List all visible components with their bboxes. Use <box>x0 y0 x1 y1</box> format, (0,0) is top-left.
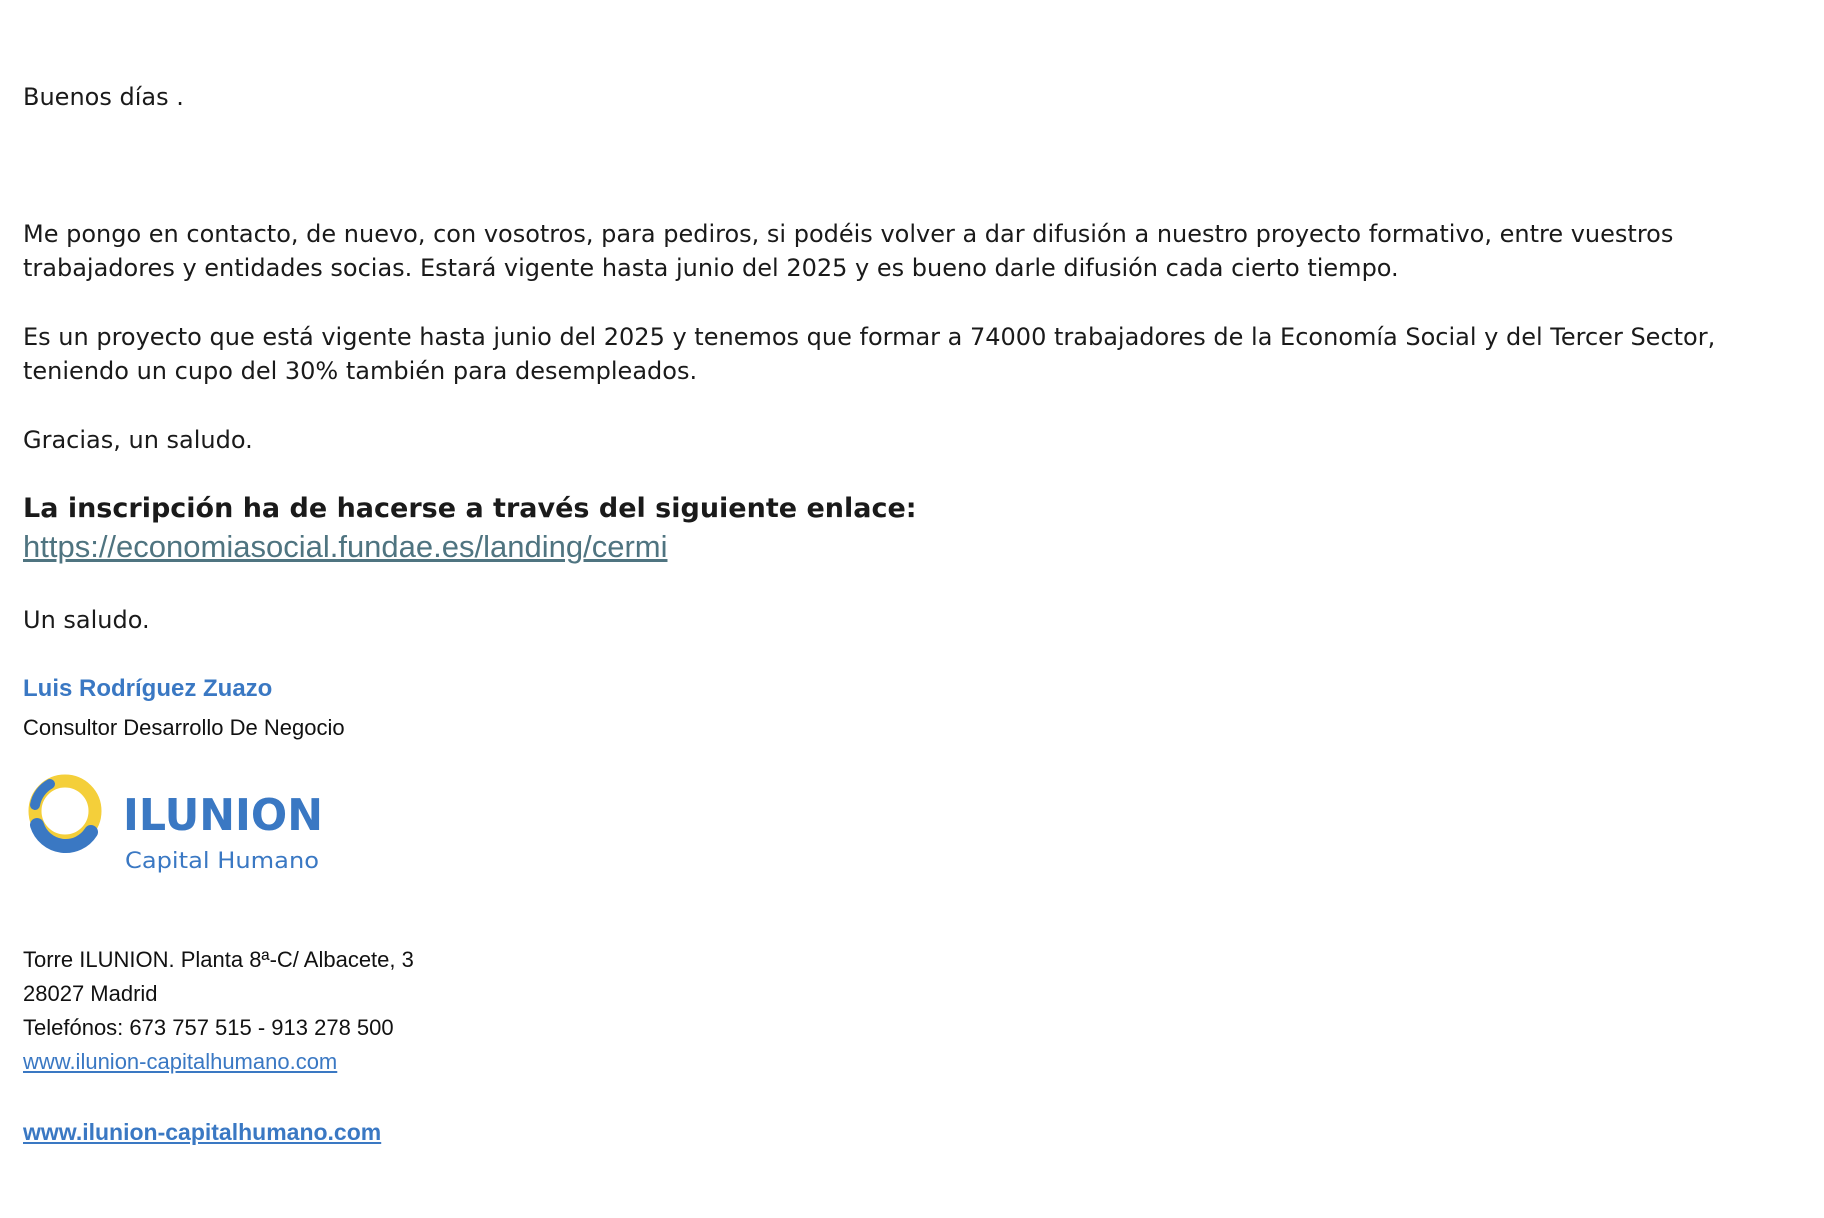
logo-brand-text: ILUNION <box>123 790 323 841</box>
paragraph-contact-line-1: Me pongo en contacto, de nuevo, con vosotros, para pediros, si podéis volver a dar difusión a nuestro proyecto formativo, entre vuestros <box>23 220 1674 248</box>
website-link-bold[interactable]: www.ilunion-capitalhumano.com <box>23 1119 382 1145</box>
closing-regards: Un saludo. <box>23 606 150 634</box>
ilunion-ring-icon <box>35 781 95 846</box>
signature-name: Luis Rodríguez Zuazo <box>23 675 273 702</box>
website-link[interactable]: www.ilunion-capitalhumano.com <box>23 1049 338 1074</box>
address-line-2: 28027 Madrid <box>23 981 158 1006</box>
paragraph-contact-line-2: trabajadores y entidades socias. Estará vigente hasta junio del 2025 y es bueno darle difusión cada cierto tiempo. <box>23 254 1399 282</box>
enrollment-link[interactable]: https://economiasocial.fundae.es/landing/cermi <box>23 529 668 564</box>
paragraph-project-line-2: teniendo un cupo del 30% también para desempleados. <box>23 357 698 385</box>
thanks-line: Gracias, un saludo. <box>23 426 253 454</box>
paragraph-project <box>23 320 1715 388</box>
paragraph-project-line-1: Es un proyecto que está vigente hasta junio del 2025 y tenemos que formar a 74000 trabajadores de la Economía Social y del Tercer Sector, <box>23 323 1716 351</box>
paragraph-contact <box>23 217 1673 285</box>
logo-subbrand-text: Capital Humano <box>125 849 319 874</box>
address-line-1: Torre ILUNION. Planta 8ª-C/ Albacete, 3 <box>23 947 414 972</box>
enrollment-heading: La inscripción ha de hacerse a través del siguiente enlace: <box>23 493 917 524</box>
ilunion-logo <box>25 770 335 880</box>
phone-numbers: Telefónos: 673 757 515 - 913 278 500 <box>23 1015 394 1040</box>
signature-role: Consultor Desarrollo De Negocio <box>23 715 345 740</box>
greeting: Buenos días . <box>23 83 184 111</box>
